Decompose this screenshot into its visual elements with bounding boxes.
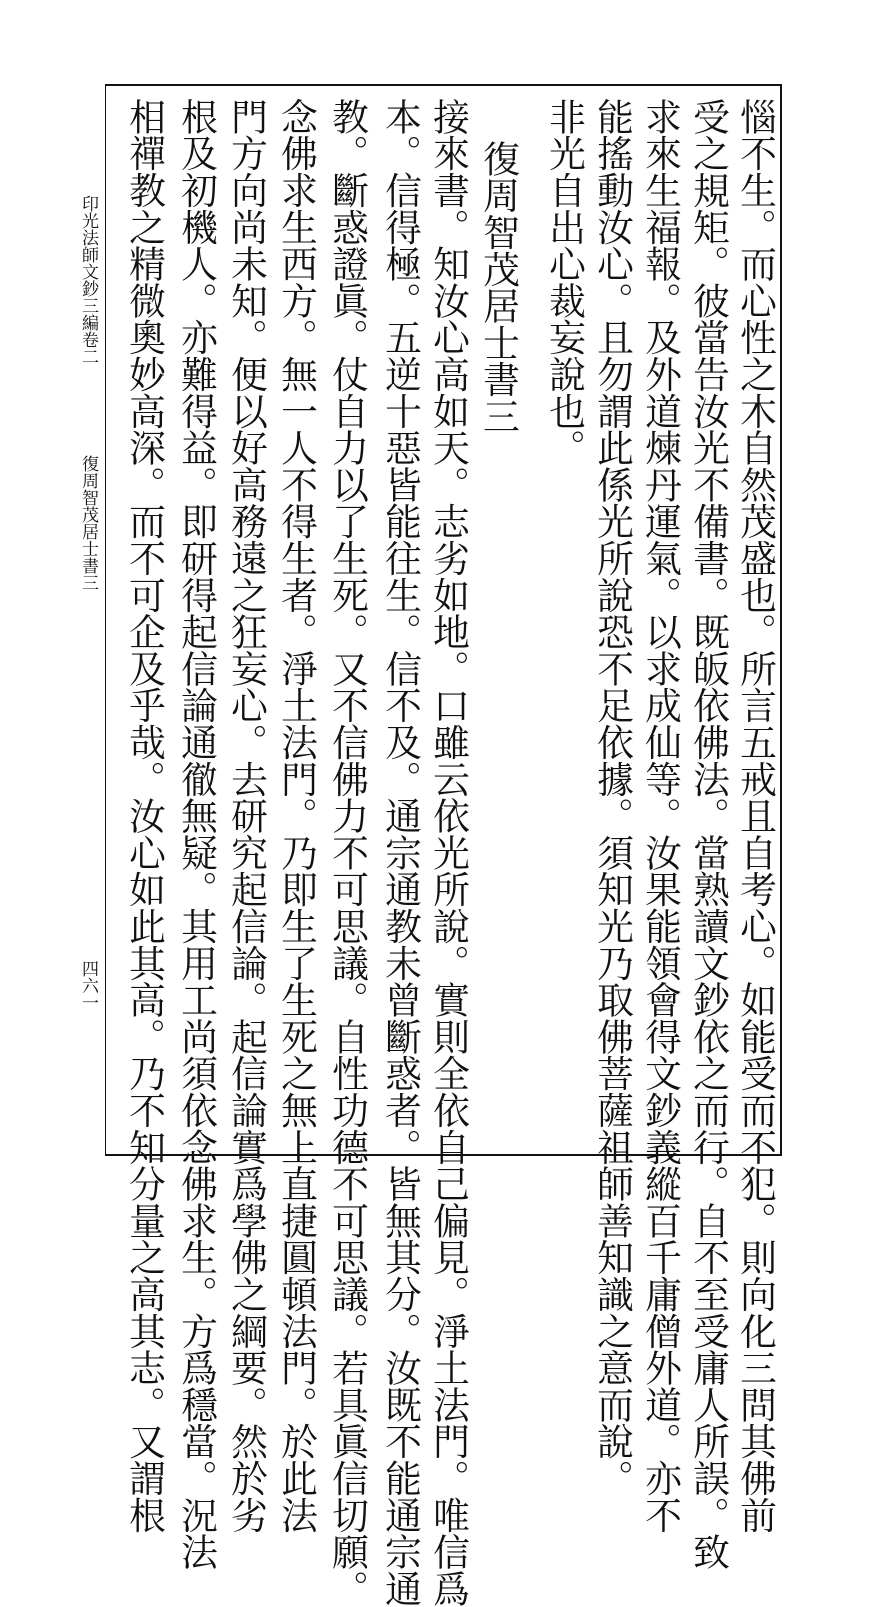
- text-column-9: 教。斷惑證眞。仗自力以了生死。又不信佛力不可思議。自性功德不可思議。若具眞信切願。: [326, 98, 369, 1607]
- text-column-13: 相禪教之精微奧妙高深。而不可企及乎哉。汝心如此其高。乃不知分量之高其志。又謂根: [123, 98, 166, 1534]
- book-title: 印光法師文鈔三編卷二: [78, 195, 98, 365]
- letter-heading: 復周智茂居士書三: [477, 140, 520, 435]
- text-column-5: 非光自出心裁妄說也。: [543, 98, 586, 466]
- text-column-10: 念佛求生西方。無一人不得生者。淨土法門。乃即生了生死之無上直捷圓頓法門。於此法: [275, 98, 318, 1534]
- page-number: 四六一: [78, 960, 98, 1011]
- margin-rule: [105, 84, 106, 1154]
- text-column-2: 受之規矩。彼當告汝光不備書。既皈依佛法。當熟讀文鈔依之而行。自不至受庸人所誤。致: [687, 98, 730, 1570]
- text-column-12: 根及初機人。亦難得益。即研得起信論通徹無疑。其用工尚須依念佛求生。方爲穩當。況法: [175, 98, 218, 1570]
- text-column-8: 本。信得極。五逆十惡皆能往生。信不及。通宗通教未曾斷惑者。皆無其分。汝既不能通宗通: [379, 98, 422, 1607]
- text-column-1: 惱不生。而心性之木自然茂盛也。所言五戒且自考心。如能受而不犯。則向化三問其佛前: [734, 98, 777, 1534]
- text-column-4: 能搖動汝心。且勿謂此係光所說恐不足依據。須知光乃取佛菩薩祖師善知識之意而說。: [591, 98, 634, 1497]
- text-column-11: 門方向尚未知。便以好高務遠之狂妄心。去研究起信論。起信論實爲學佛之綱要。然於劣: [225, 98, 268, 1534]
- section-title: 復周智茂居士書三: [78, 455, 98, 591]
- text-column-7: 接來書。知汝心高如天。志劣如地。口雖云依光所說。實則全依自己偏見。淨土法門。唯信爲: [427, 98, 470, 1607]
- text-column-3: 求來生福報。及外道煉丹運氣。以求成仙等。汝果能領會得文鈔義縱百千庸僧外道。亦不: [639, 98, 682, 1534]
